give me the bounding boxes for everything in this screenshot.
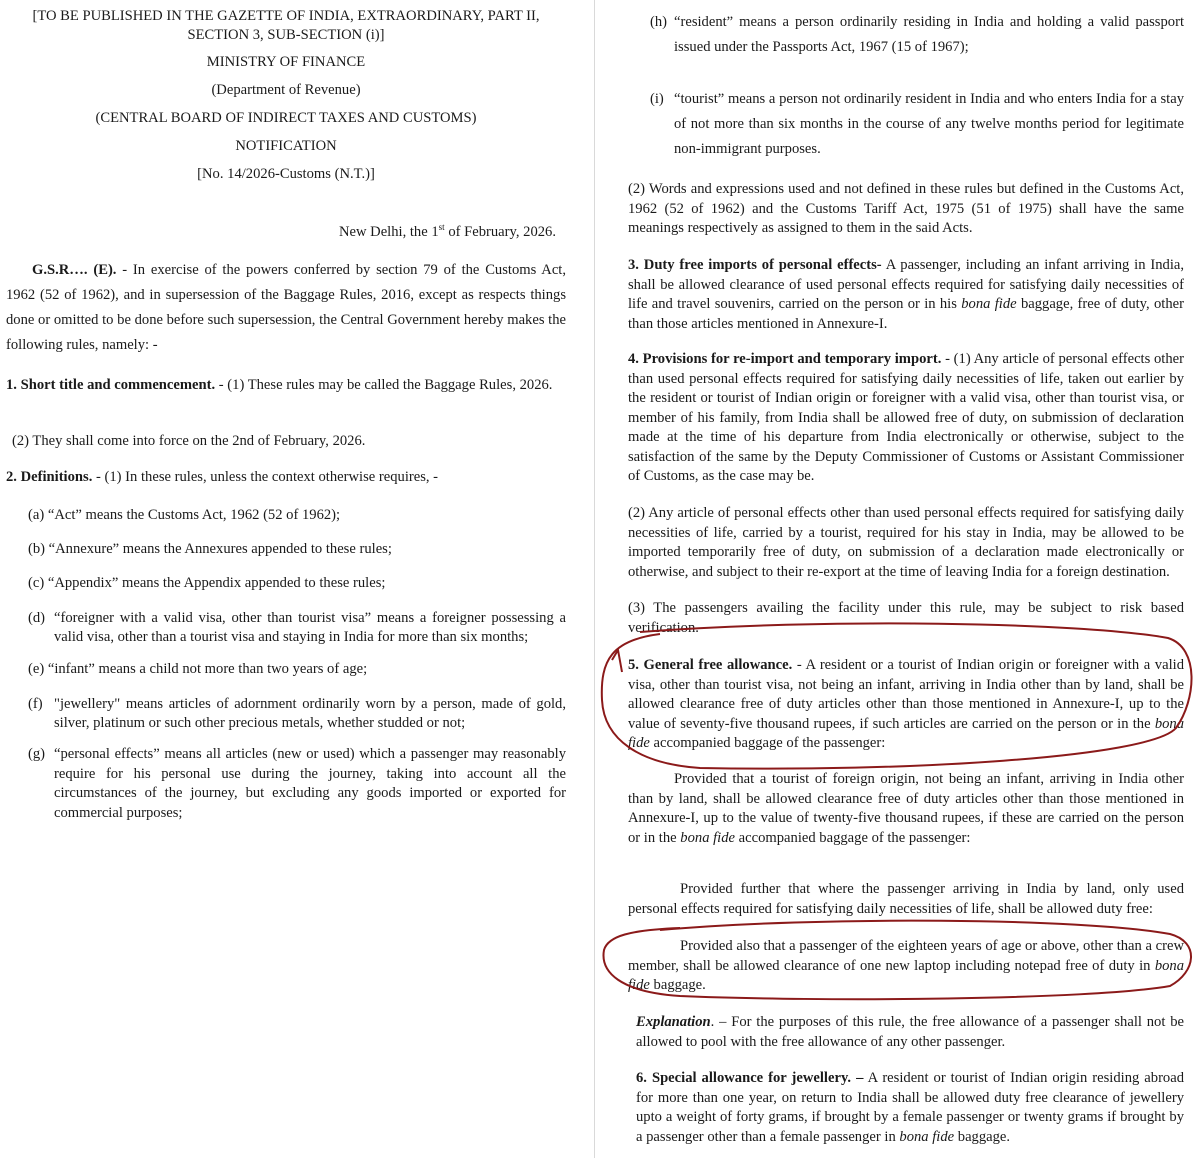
definition-b: (b) “Annexure” means the Annexures appended to these rules; [28, 541, 392, 557]
rule-3-heading: 3. Duty free imports of personal effects- [628, 257, 882, 273]
notification-date: New Delhi, the 1st of February, 2026. [338, 222, 556, 240]
annotation-circle-rule-5 [602, 623, 1192, 768]
rule-2-para-2: (2) Words and expressions used and not defined in these rules but defined in the Customs Act, 1962 (52 of 1962) and the Customs Tariff Act, 1975 (51 of 1975) shall have the same meanings respectively as assigned to them in the said Acts. [628, 181, 1184, 236]
rule-5-proviso-1: Provided that a tourist of foreign origin, not being an infant, arriving in India other than by land, shall be allowed clearance free of duty articles other than those mentioned in Annexure-I, up to the value of twenty-five thousand rupees, if these are carried on the person or in the bona fide accompanied baggage of the passenger: [628, 771, 1184, 846]
rule-6-heading: 6. Special allowance for jewellery. – [636, 1070, 864, 1086]
rule-2-intro: 2. Definitions. - (1) In these rules, unless the context otherwise requires, - [6, 469, 439, 485]
rule-5-heading: 5. General free allowance. [628, 657, 793, 673]
definition-e: (e) “infant” means a child not more than two years of age; [28, 661, 368, 677]
definition-a: (a) “Act” means the Customs Act, 1962 (52 of 1962); [28, 507, 341, 523]
rule-2-heading: 2. Definitions. [6, 469, 93, 485]
ministry-name: MINISTRY OF FINANCE [206, 54, 366, 70]
gsr-number: G.S.R…. (E). [32, 262, 117, 278]
preamble: G.S.R…. (E). - In exercise of the powers conferred by section 79 of the Customs Act, 1962 (52 of 1962), and in supersession of the Baggage Rules, 2016, except as respects things done or omitted to be done before such supersession, the Central Government hereby makes the following rules, namely: - [6, 262, 567, 353]
definition-g: (g) “personal effects” means all articles (new or used) which a passenger may reasonably require for his personal use during the journey, taking into account all the circumstances of the journey, but excluding any goods imported or exported for commercial purposes; [28, 746, 566, 821]
explanation-label: Explanation [636, 1014, 711, 1030]
gazette-header: [TO BE PUBLISHED IN THE GAZETTE OF INDIA, EXTRAORDINARY, PART II, SECTION 3, SUB-SECTION (i)] [32, 8, 540, 43]
definition-d: (d) “foreigner with a valid visa, other than tourist visa” means a foreigner possessing a valid visa, other than a tourist visa and staying in India for more than six months; [28, 610, 566, 645]
rule-1-para-1: 1. Short title and commencement. - (1) These rules may be called the Baggage Rules, 2026. [6, 377, 553, 393]
definition-h: (h) “resident” means a person ordinarily residing in India and holding a valid passport issued under the Passports Act, 1967 (15 of 1967); [650, 14, 1184, 55]
rule-1-para-2: (2) They shall come into force on the 2nd of February, 2026. [12, 433, 366, 449]
rule-4-heading: 4. Provisions for re-import and temporary import. [628, 351, 942, 367]
annotation-circle-laptop-proviso [604, 921, 1192, 1000]
rule-4-para-2: (2) Any article of personal effects other than used personal effects required for satisfying daily necessities of life, carried by a tourist, required for his stay in India, may be allowed to be imported temporarily free of duty, on submission of a declaration made electronically or otherwise, and subject to their re-export at the time of leaving India for a foreign destination. [628, 505, 1184, 580]
rule-5-proviso-2: Provided further that where the passenger arriving in India by land, only used personal effects required for satisfying daily necessities of life, shall be allowed duty free: [628, 881, 1184, 917]
rule-5-para: 5. General free allowance. - A resident or a tourist of Indian origin or foreigner with a valid visa, other than tourist visa, not being an infant, arriving in India other than by land, shall be allowed clearance free of duty articles other than those mentioned in Annexure-I, up to the value of seventy-five thousand rupees, if such articles are carried on the person or in the bona fide accompanied baggage of the passenger: [628, 657, 1184, 751]
rule-6: 6. Special allowance for jewellery. – A resident or tourist of Indian origin residing abroad for more than one year, on return to India shall be allowed duty free clearance of jewellery upto a weight of forty grams, if brought by a female passenger or twenty grams if brought by a passenger other than a female passenger in bona fide baggage. [636, 1070, 1184, 1145]
department-name: (Department of Revenue) [211, 82, 361, 98]
rule-4-para-1: 4. Provisions for re-import and temporary import. - (1) Any article of personal effects other than used personal effects required for satisfying daily necessities of life, taken out earlier by the resident or tourist of Indian origin or foreigner with a valid visa, other than tourist visa, or member of his family, from India shall be allowed free of duty, on submission of declaration made at the time of his departure from India electronically or otherwise, subject to the satisfaction of the same by the Deputy Commissioner of Customs or Assistant Commissioner of Customs, as the case may be. [628, 351, 1184, 484]
rule-5-explanation: Explanation. – For the purposes of this rule, the free allowance of a passenger shall not be allowed to pool with the free allowance of any other passenger. [636, 1014, 1184, 1050]
definition-f: (f) "jewellery" means articles of adornment ordinarily worn by a person, made of gold, silver, platinum or such other precious metals, whether studded or not; [28, 696, 566, 731]
rule-1-heading: 1. Short title and commencement. [6, 377, 216, 393]
rule-3: 3. Duty free imports of personal effects- A passenger, including an infant arriving in India, shall be allowed clearance of used personal effects required for satisfying daily necessities of life and travel souvenirs, carried on the person or in his bona fide baggage, free of duty, other than those articles mentioned in Annexure-I. [628, 257, 1185, 332]
definition-i: (i) “tourist” means a person not ordinarily resident in India and who enters India for a stay of not more than six months in the course of any twelve months period for legitimate non-immigrant purposes. [650, 91, 1184, 157]
definition-c: (c) “Appendix” means the Appendix appended to these rules; [28, 575, 386, 591]
notification-title: NOTIFICATION [235, 138, 337, 154]
rule-4-para-3: (3) The passengers availing the facility under this rule, may be subject to risk based verification. [628, 600, 1184, 636]
rule-5-proviso-3: Provided also that a passenger of the eighteen years of age or above, other than a crew member, shall be allowed clearance of one new laptop including notepad free of duty in bona fide baggage. [628, 938, 1184, 993]
board-name: (CENTRAL BOARD OF INDIRECT TAXES AND CUSTOMS) [95, 110, 477, 126]
notification-number: [No. 14/2026-Customs (N.T.)] [197, 166, 375, 182]
